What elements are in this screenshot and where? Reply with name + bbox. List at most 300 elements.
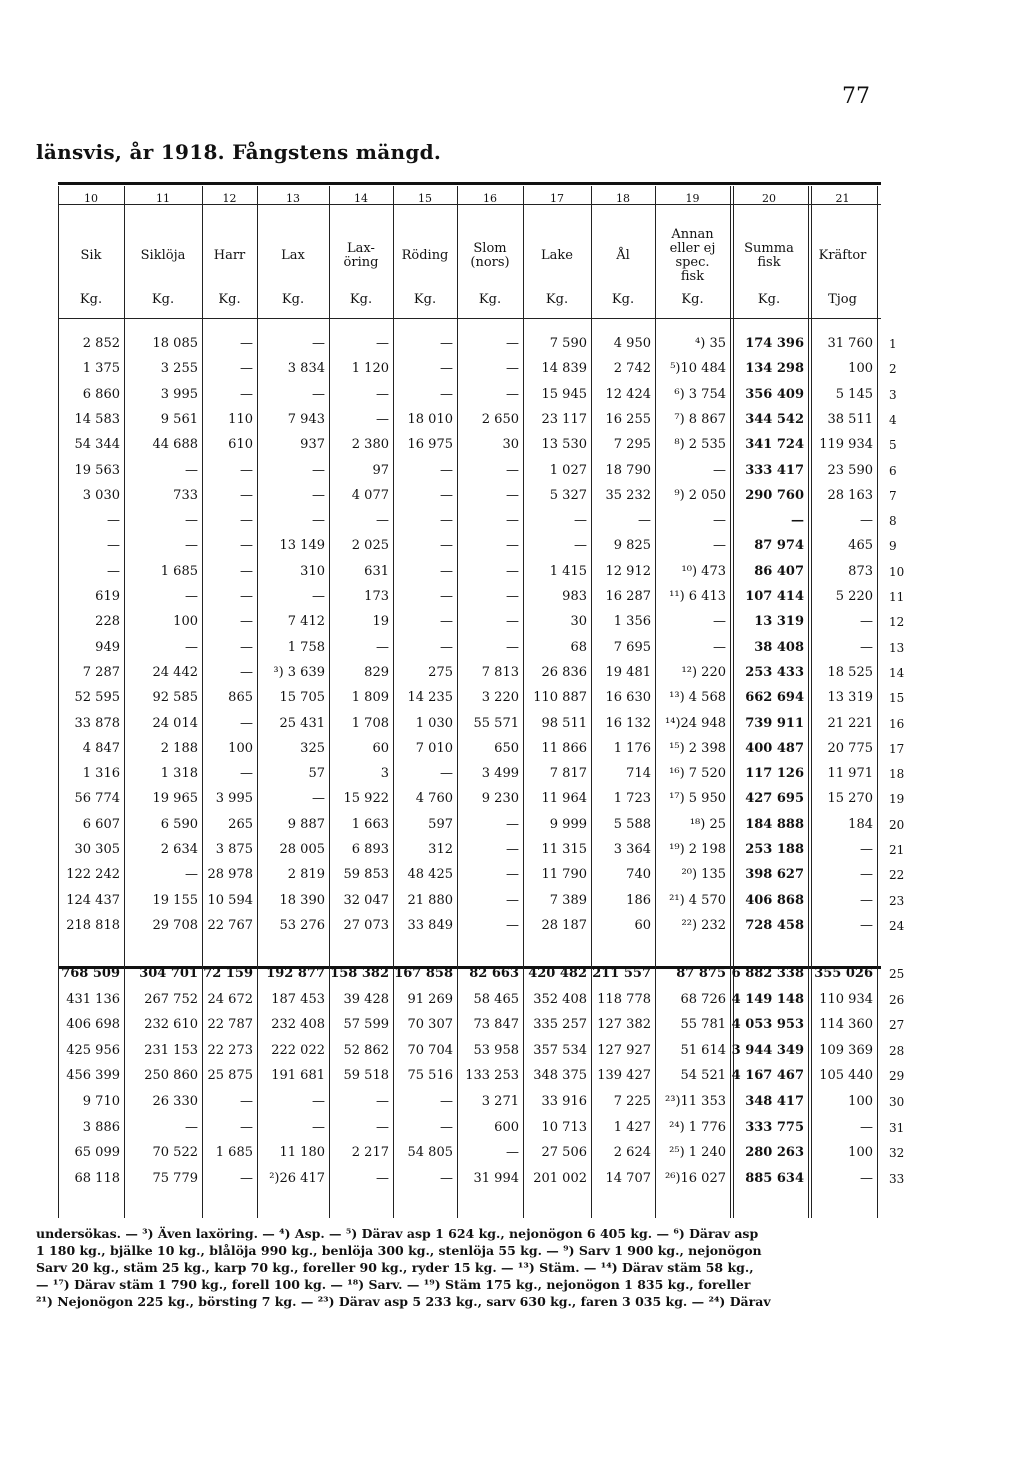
table-cell: — <box>185 462 198 478</box>
table-cell: — <box>240 462 253 478</box>
table-cell: 10 594 <box>207 892 253 908</box>
table-cell: 24 442 <box>152 664 198 680</box>
table-cell: 56 774 <box>74 791 120 807</box>
column-number: 10 <box>84 192 98 205</box>
table-cell: 18 790 <box>605 462 651 478</box>
table-cell: 24 672 <box>207 991 253 1007</box>
table-cell: 1 030 <box>415 715 453 731</box>
table-cell: 75 516 <box>407 1068 453 1084</box>
table-cell: 23 590 <box>827 462 873 478</box>
table-cell: — <box>312 336 325 351</box>
table-cell: 60 <box>372 740 389 756</box>
table-cell: 650 <box>494 740 519 756</box>
table-cell: — <box>574 538 587 554</box>
table-cell: — <box>440 487 453 503</box>
table-cell: 7 287 <box>82 664 120 680</box>
table-cell: 59 518 <box>343 1068 389 1084</box>
table-cell: 75 779 <box>152 1170 198 1186</box>
table-cell: — <box>240 614 253 630</box>
table-cell: 253 433 <box>745 664 804 680</box>
table-cell: 65 099 <box>74 1145 120 1161</box>
table-cell: 174 396 <box>745 336 804 351</box>
column-unit: Kg. <box>681 292 704 307</box>
row-number: 17 <box>889 741 905 756</box>
table-cell: 100 <box>228 740 253 756</box>
table-cell: 3 995 <box>160 386 198 402</box>
table-cell: — <box>185 513 198 529</box>
row-number: 20 <box>889 817 905 832</box>
table-cell: 7 412 <box>287 614 325 630</box>
table-cell: 28 978 <box>207 867 253 883</box>
table-cell: 610 <box>228 437 253 453</box>
table-cell: 70 704 <box>407 1042 453 1058</box>
table-cell: 19 <box>372 614 389 630</box>
table-cell: 5 588 <box>613 816 651 832</box>
table-cell: 7 295 <box>613 437 651 453</box>
table-cell: 28 163 <box>827 487 873 503</box>
table-cell: ⁴) 35 <box>695 336 726 351</box>
table-cell: 58 465 <box>473 991 519 1007</box>
table-cell: 28 005 <box>279 842 325 857</box>
table-cell: — <box>860 513 873 529</box>
table-cell: 35 232 <box>605 487 651 503</box>
table-cell: 5 327 <box>549 487 587 503</box>
table-cell: 110 <box>228 411 253 427</box>
table-cell: 355 026 <box>814 966 873 981</box>
table-cell: 33 878 <box>74 715 120 731</box>
table-cell: — <box>713 538 726 554</box>
table-cell: 15 922 <box>343 791 389 807</box>
table-cell: 18 390 <box>279 892 325 908</box>
table-cell: 20 775 <box>827 740 873 756</box>
table-cell: 16 287 <box>605 589 651 604</box>
table-cell: 4 950 <box>613 336 651 351</box>
table-cell: 597 <box>428 816 453 832</box>
table-cell: 232 610 <box>144 1017 198 1033</box>
table-cell: ²⁵) 1 240 <box>669 1145 726 1161</box>
row-number: 8 <box>889 514 897 529</box>
table-cell: 30 305 <box>74 842 120 857</box>
table-cell: — <box>376 513 389 529</box>
table-cell: 1 758 <box>287 639 325 655</box>
table-cell: 100 <box>173 614 198 630</box>
table-cell: — <box>240 336 253 351</box>
table-cell: 3 499 <box>481 766 519 782</box>
table-cell: — <box>860 1170 873 1186</box>
column-unit: Kg. <box>218 292 241 307</box>
table-cell: — <box>506 1145 519 1161</box>
table-cell: 13 319 <box>754 614 804 630</box>
table-cell: 2 188 <box>160 740 198 756</box>
column-unit: Kg. <box>478 292 502 307</box>
table-cell: 191 681 <box>271 1068 325 1084</box>
table-cell: 232 408 <box>271 1017 325 1033</box>
page-number: 77 <box>842 84 870 109</box>
table-cell: — <box>860 1119 873 1135</box>
row-number: 18 <box>889 767 905 782</box>
table-cell: 873 <box>848 563 873 579</box>
table-cell: 6 893 <box>351 842 389 857</box>
row-number: 12 <box>889 615 905 630</box>
table-cell: 4 077 <box>351 487 389 503</box>
column-number: 18 <box>616 192 630 205</box>
table-cell: 16 132 <box>605 715 651 731</box>
table-cell: 1 663 <box>351 816 389 832</box>
column-number: 14 <box>354 192 368 205</box>
table-cell: 9 710 <box>82 1094 120 1109</box>
table-cell: — <box>440 361 453 377</box>
table-cell: 1 316 <box>82 766 120 782</box>
table-cell: 7 817 <box>549 766 587 782</box>
table-cell: — <box>240 513 253 529</box>
table-cell: 109 369 <box>819 1042 873 1058</box>
table-cell: — <box>240 538 253 554</box>
table-cell: 250 860 <box>144 1068 198 1084</box>
table-cell: 7 225 <box>613 1094 651 1109</box>
table-cell: 11 964 <box>541 791 587 807</box>
row-number: 29 <box>889 1069 905 1084</box>
table-cell: 733 <box>173 487 198 503</box>
table-cell: 2 624 <box>613 1145 651 1161</box>
table-cell: 280 263 <box>745 1145 804 1161</box>
table-cell: 33 916 <box>541 1094 587 1109</box>
table-cell: 949 <box>95 639 120 655</box>
table-cell: — <box>240 1119 253 1135</box>
table-cell: — <box>376 336 389 351</box>
table-cell: 312 <box>428 842 453 857</box>
column-number: 16 <box>483 192 497 205</box>
table-cell: 431 136 <box>66 991 120 1007</box>
table-cell: — <box>506 867 519 883</box>
column-unit: Kg. <box>349 292 373 307</box>
table-cell: 9 999 <box>549 816 587 832</box>
table-cell: 352 408 <box>533 991 587 1007</box>
table-cell: 3 875 <box>215 842 253 857</box>
row-number: 15 <box>889 691 905 706</box>
table-cell: — <box>638 513 651 529</box>
column-unit: Kg. <box>757 292 781 307</box>
table-cell: — <box>440 1094 453 1109</box>
row-number: 22 <box>889 868 905 883</box>
table-cell: ²²) 232 <box>681 917 726 933</box>
row-number: 4 <box>889 412 897 427</box>
table-cell: 290 760 <box>745 487 804 503</box>
table-cell: — <box>860 867 873 883</box>
table-cell: 68 118 <box>74 1170 120 1186</box>
table-cell: 1 708 <box>351 715 389 731</box>
table-cell: 68 <box>570 639 587 655</box>
table-cell: 9 825 <box>613 538 651 554</box>
column-unit: Kg. <box>79 292 103 307</box>
table-cell: 19 155 <box>152 892 198 908</box>
table-cell: 4 760 <box>415 791 453 807</box>
table-cell: 1 685 <box>215 1145 253 1161</box>
table-cell: 1 120 <box>351 361 389 377</box>
table-cell: — <box>185 589 198 604</box>
table-cell: — <box>440 538 453 554</box>
table-cell: 231 153 <box>144 1042 198 1058</box>
table-cell: 24 014 <box>152 715 198 731</box>
table-cell: 73 847 <box>473 1017 519 1033</box>
table-cell: 53 958 <box>473 1042 519 1058</box>
table-cell: 82 663 <box>469 966 519 981</box>
table-cell: 425 956 <box>66 1042 120 1058</box>
table-cell: 13 530 <box>541 437 587 453</box>
table-cell: 5 220 <box>835 589 873 604</box>
column-header: Ål <box>616 248 630 263</box>
row-number: 13 <box>889 640 905 655</box>
table-cell: 3 886 <box>82 1119 120 1135</box>
table-cell: — <box>440 639 453 655</box>
table-cell: — <box>240 1094 253 1109</box>
table-cell: 3 <box>380 766 389 782</box>
table-cell: — <box>506 842 519 857</box>
table-cell: 3 271 <box>481 1094 519 1109</box>
table-cell: 184 <box>848 816 873 832</box>
table-cell: 22 787 <box>207 1017 253 1033</box>
table-cell: 51 614 <box>680 1042 726 1058</box>
table-cell: 38 408 <box>754 639 804 655</box>
table-cell: — <box>312 1094 325 1109</box>
table-cell: 186 <box>626 892 651 908</box>
footnote-line: undersökas. — ³) Även laxöring. — ⁴) Asp. — ⁵) Därav asp 1 624 kg., nejonögon 6 405 kg. — ⁶) Därav asp <box>36 1226 759 1241</box>
table-cell: 335 257 <box>533 1017 587 1033</box>
table-cell: 119 934 <box>819 437 873 453</box>
table-cell: ¹⁵) 2 398 <box>669 740 726 756</box>
table-cell: ¹⁷) 5 950 <box>669 791 726 807</box>
table-cell: 57 <box>308 766 325 782</box>
table-cell: 357 534 <box>533 1042 587 1058</box>
table-cell: ¹²) 220 <box>681 664 726 680</box>
table-cell: 30 <box>570 614 587 630</box>
table-cell: 117 126 <box>745 766 804 782</box>
table-cell: 600 <box>494 1119 519 1135</box>
table-cell: 122 242 <box>66 867 120 883</box>
table-cell: 344 542 <box>745 411 804 427</box>
table-cell: ¹⁸) 25 <box>689 816 726 832</box>
table-cell: 28 187 <box>541 917 587 933</box>
table-cell: 5 145 <box>835 386 873 402</box>
table-cell: 19 965 <box>152 791 198 807</box>
table-cell: 25 875 <box>207 1068 253 1084</box>
table-cell: ³) 3 639 <box>273 664 325 680</box>
row-number: 25 <box>889 967 905 981</box>
table-cell: ²⁴) 1 776 <box>669 1119 726 1135</box>
table-cell: 105 440 <box>819 1068 873 1084</box>
table-cell: 107 414 <box>745 589 804 604</box>
table-cell: 29 708 <box>152 917 198 933</box>
table-cell: 110 887 <box>533 690 587 706</box>
table-cell: 59 853 <box>343 867 389 883</box>
table-cell: 4 167 467 <box>731 1068 804 1084</box>
table-cell: — <box>506 386 519 402</box>
table-cell: 14 707 <box>605 1170 651 1186</box>
table-cell: 25 431 <box>279 715 325 731</box>
row-number: 19 <box>889 792 905 807</box>
table-cell: — <box>791 513 804 529</box>
table-cell: 54 805 <box>407 1145 453 1161</box>
table-cell: 2 852 <box>82 336 120 351</box>
table-cell: 173 <box>364 589 389 604</box>
table-cell: 133 253 <box>465 1068 519 1084</box>
row-number: 6 <box>889 463 897 478</box>
column-unit: Kg. <box>151 292 175 307</box>
table-cell: 167 858 <box>394 966 453 981</box>
table-cell: 11 971 <box>827 766 873 782</box>
table-cell: — <box>376 639 389 655</box>
table-cell: 420 482 <box>528 966 587 981</box>
table-cell: — <box>312 462 325 478</box>
table-cell: 44 688 <box>152 437 198 453</box>
table-cell: 275 <box>428 664 453 680</box>
table-cell: 6 607 <box>82 816 120 832</box>
table-cell: 2 819 <box>287 867 325 883</box>
table-cell: — <box>240 361 253 377</box>
table-cell: 11 180 <box>279 1145 325 1161</box>
table-cell: 1 176 <box>613 740 651 756</box>
table-cell: 739 911 <box>745 715 804 731</box>
table-cell: 2 025 <box>351 538 389 554</box>
row-number: 26 <box>889 992 905 1007</box>
table-cell: 32 047 <box>343 892 389 908</box>
table-cell: 139 427 <box>597 1068 651 1084</box>
table-cell: 184 888 <box>745 816 804 832</box>
table-cell: — <box>440 462 453 478</box>
row-number: 9 <box>889 539 897 554</box>
table-cell: 33 849 <box>407 917 453 933</box>
table-cell: 619 <box>95 589 120 604</box>
column-number: 13 <box>286 192 300 205</box>
column-header: Lake <box>541 248 573 263</box>
table-cell: 14 235 <box>407 690 453 706</box>
row-number: 21 <box>889 843 905 857</box>
table-cell: 356 409 <box>745 386 804 402</box>
table-cell: 398 627 <box>745 867 804 883</box>
table-cell: 465 <box>848 538 873 554</box>
table-cell: 267 752 <box>144 991 198 1007</box>
table-cell: 30 <box>502 437 519 453</box>
row-number: 33 <box>889 1171 905 1186</box>
row-number: 14 <box>889 665 905 680</box>
table-cell: 100 <box>848 1094 873 1109</box>
row-number: 24 <box>889 918 905 933</box>
table-cell: 15 705 <box>279 690 325 706</box>
table-cell: 7 389 <box>549 892 587 908</box>
table-cell: 3 364 <box>613 842 651 857</box>
table-cell: 1 427 <box>613 1119 651 1135</box>
column-unit: Kg. <box>413 292 437 307</box>
table-cell: — <box>312 791 325 807</box>
table-cell: 118 778 <box>597 991 651 1007</box>
table-cell: 218 818 <box>66 917 120 933</box>
footnote-line: Sarv 20 kg., stäm 25 kg., karp 70 kg., foreller 90 kg., ryder 15 kg. — ¹³) Stäm. — ¹⁴) Därav stäm 58 kg., <box>36 1260 754 1275</box>
table-cell: 18 525 <box>827 664 873 680</box>
column-unit: Tjog <box>828 292 857 307</box>
table-cell: — <box>506 614 519 630</box>
table-cell: 52 595 <box>74 690 120 706</box>
table-cell: 4 847 <box>82 740 120 756</box>
table-cell: 23 117 <box>541 411 587 427</box>
row-number: 2 <box>889 362 897 377</box>
table-cell: 3 220 <box>481 690 519 706</box>
table-cell: — <box>312 386 325 402</box>
table-cell: 9 887 <box>287 816 325 832</box>
table-cell: 22 767 <box>207 917 253 933</box>
table-cell: — <box>107 563 120 579</box>
column-number: 15 <box>418 192 432 205</box>
table-cell: 325 <box>300 740 325 756</box>
table-cell: 53 276 <box>279 917 325 933</box>
table-cell: 87 974 <box>754 538 804 554</box>
table-cell: 52 862 <box>343 1042 389 1058</box>
table-cell: — <box>506 816 519 832</box>
table-cell: 348 417 <box>745 1094 804 1109</box>
table-cell: ⁵)10 484 <box>670 361 726 377</box>
table-cell: 7 943 <box>287 411 325 427</box>
table-cell: — <box>860 614 873 630</box>
table-cell: 124 437 <box>66 892 120 908</box>
table-cell: 2 380 <box>351 437 389 453</box>
table-cell: — <box>506 917 519 933</box>
table-cell: 11 790 <box>541 867 587 883</box>
table-cell: 7 695 <box>613 639 651 655</box>
table-cell: 14 839 <box>541 361 587 377</box>
column-number: 20 <box>762 192 776 205</box>
row-number: 10 <box>889 564 905 579</box>
table-cell: 937 <box>300 437 325 453</box>
table-cell: 3 255 <box>160 361 198 377</box>
table-cell: — <box>240 487 253 503</box>
column-header: Lax- öring <box>343 241 379 270</box>
table-cell: — <box>506 487 519 503</box>
row-number: 5 <box>889 438 897 453</box>
table-cell: 100 <box>848 1145 873 1161</box>
table-cell: 714 <box>626 766 651 782</box>
table-top-rule <box>58 182 881 185</box>
table-cell: 16 975 <box>407 437 453 453</box>
table-cell: 885 634 <box>745 1170 804 1186</box>
column-header: Siklöja <box>140 248 186 263</box>
row-number: 30 <box>889 1095 905 1109</box>
footnotes <box>36 1225 906 1310</box>
table-cell: 333 775 <box>745 1119 804 1135</box>
table-cell: 740 <box>626 867 651 883</box>
table-cell: — <box>312 589 325 604</box>
table-cell: — <box>506 513 519 529</box>
table-cell: 54 344 <box>74 437 120 453</box>
table-cell: 16 255 <box>605 411 651 427</box>
table-cell: — <box>312 1119 325 1135</box>
table-cell: 211 557 <box>592 966 651 981</box>
table-cell: 341 724 <box>745 437 804 453</box>
table-cell: — <box>185 867 198 883</box>
table-cell: 456 399 <box>66 1068 120 1084</box>
table-cell: 26 836 <box>541 664 587 680</box>
table-cell: 11 866 <box>541 740 587 756</box>
table-cell: 26 330 <box>152 1094 198 1109</box>
table-cell: 4 149 148 <box>731 991 804 1007</box>
table-cell: 9 561 <box>160 411 198 427</box>
row-number: 1 <box>889 337 897 351</box>
table-cell: 27 073 <box>343 917 389 933</box>
table-cell: — <box>240 563 253 579</box>
table-cell: 3 995 <box>215 791 253 807</box>
table-cell: 1 318 <box>160 766 198 782</box>
table-cell: — <box>240 766 253 782</box>
row-number: 7 <box>889 488 897 503</box>
table-cell: ²)26 417 <box>269 1170 325 1186</box>
table-cell: 57 599 <box>343 1017 389 1033</box>
